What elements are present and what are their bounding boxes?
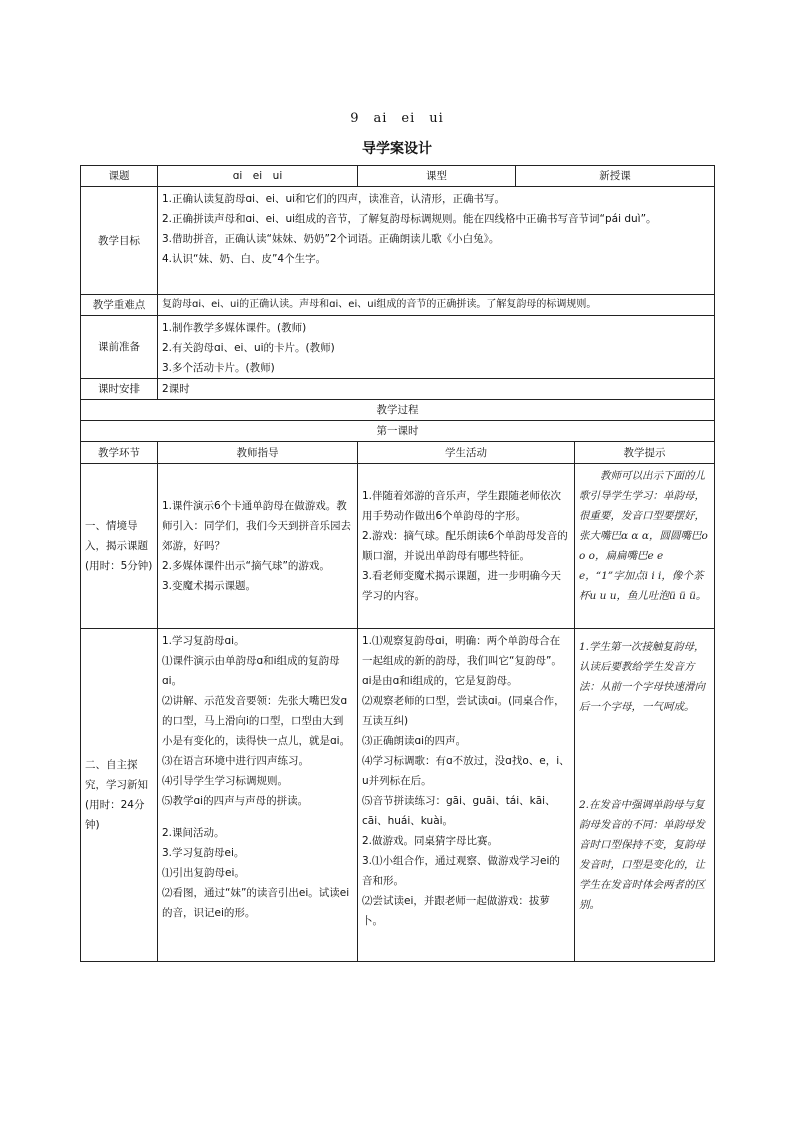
stage2-row (81, 629, 715, 962)
stage2-teacher-item: 3.学习复韵母ei。 (162, 847, 245, 859)
stage1-tip (575, 464, 715, 629)
stage2-student-item: 1.⑴观察复韵母ɑi，明确：两个单韵母合在一起组成的新的韵母，我们叫它“复韵母”。ɑi是由ɑ和i组成的，它是复韵母。 (362, 635, 562, 687)
stage1-student-item: 2.游戏：摘气球。配乐朗读6个单韵母发音的顺口溜，并说出单韵母有哪些特征。 (362, 530, 568, 562)
stage1-student-cell (358, 464, 575, 629)
stage2-teacher-item: ⑴课件演示由单韵母ɑ和i组成的复韵母ɑi。 (162, 655, 340, 687)
preparation-item: 2.有关韵母ɑi、ei、ui的卡片。(教师) (162, 342, 335, 354)
header-teacher: 教师指导 (158, 442, 358, 464)
key-points-row (81, 295, 715, 316)
stage2-teacher-item: ⑵看图，通过“妹”的读音引出ei。试读ei的音，识记ei的形。 (162, 887, 350, 919)
preparation-cell (158, 316, 715, 379)
stage2-student-item: ⑸音节拼读练习：gāi、guāi、tái、kāi、cāi、huái、kuài。 (362, 795, 556, 827)
stage2-tips-cell (575, 629, 715, 962)
stage2-student-item: ⑷学习标调歌：有ɑ不放过，没ɑ找o、e，i、u并列标在后。 (362, 755, 570, 787)
stage2-student-item: ⑵尝试读ei，并跟老师一起做游戏：拔萝卜。 (362, 895, 550, 927)
goal-item: 3.借助拼音，正确认读“妹妹、奶奶”2个词语。正确朗读儿歌《小白兔》。 (162, 233, 500, 245)
stage2-student-cell (358, 629, 575, 962)
process-header-row (81, 442, 715, 464)
document-subtitle: 导学案设计 (362, 141, 432, 157)
header-student: 学生活动 (358, 442, 575, 464)
stage2-tip: 1.学生第一次接触复韵母，认读后要教给学生发音方法：从前一个字母快速滑向后一个字母，一气呵成。 (579, 641, 705, 713)
hours-label: 课时安排 (81, 379, 158, 400)
stage1-teacher-item: 1.课件演示6个卡通单韵母在做游戏。教师引入：同学们，我们今天到拼音乐园去郊游，好吗？ (162, 500, 351, 552)
type-value: 新授课 (516, 166, 715, 187)
process-heading-row (81, 400, 715, 421)
stage1-teacher-item: 3.变魔术揭示课题。 (162, 580, 257, 592)
stage2-teacher-item: ⑷引导学生学习标调规则。 (162, 775, 288, 787)
preparation-label: 课前准备 (81, 316, 158, 379)
stage2-teacher-item: ⑵讲解、示范发音要领：先张大嘴巴发ɑ的口型，马上滑向i的口型，口型由大到小是有变化的，读得快一点儿，就是ɑi。 (162, 695, 351, 747)
stage2-teacher-item: ⑸教学ɑi的四声与声母的拼读。 (162, 795, 309, 807)
goals-label: 教学目标 (81, 187, 158, 295)
topic-row (81, 166, 715, 187)
period-row (81, 421, 715, 442)
stage2-teacher-spacer (162, 811, 353, 823)
stage2-name: 二、自主探究，学习新知(用时：24分钟) (81, 629, 158, 962)
process-heading: 教学过程 (81, 400, 715, 421)
goals-row (81, 187, 715, 295)
stage1-tip-text: 教师可以出示下面的儿歌引导学生学习：单韵母，很重要，发音口型要摆好，张大嘴巴ɑ ɑ ɑ，圆圆嘴巴o o o，扁扁嘴巴e e e，“1”字加点i i i，像个茶杯u u u，鱼儿吐泡ü ü ü。 (579, 470, 708, 602)
stage2-student-item: 2.做游戏。同桌猜字母比赛。 (362, 835, 499, 847)
stage2-teacher-item: ⑴引出复韵母ei。 (162, 867, 245, 879)
header-stage: 教学环节 (81, 442, 158, 464)
stage2-student-item: ⑵观察老师的口型，尝试读ɑi。(同桌合作，互读互纠) (362, 695, 565, 727)
stage2-teacher-cell (158, 629, 358, 962)
stage1-teacher-cell (158, 464, 358, 629)
goals-cell (158, 187, 715, 295)
stage1-row (81, 464, 715, 629)
stage1-teacher-item: 2.多媒体课件出示“摘气球”的游戏。 (162, 560, 330, 572)
hours-value: 2课时 (158, 379, 715, 400)
type-label: 课型 (358, 166, 516, 187)
stage1-student-item: 1.伴随着郊游的音乐声，学生跟随老师依次用手势动作做出6个单韵母的字形。 (362, 490, 562, 522)
stage2-teacher-item: ⑶在语言环境中进行四声练习。 (162, 755, 309, 767)
preparation-item: 3.多个活动卡片。(教师) (162, 362, 275, 374)
header-tips: 教学提示 (575, 442, 715, 464)
stage1-name: 一、情境导入，揭示课题(用时：5分钟) (81, 464, 158, 629)
stage2-teacher-item: 2.课间活动。 (162, 827, 225, 839)
stage2-teacher-item: 1.学习复韵母ɑi。 (162, 635, 245, 647)
topic-label: 课题 (81, 166, 158, 187)
key-points-value: 复韵母ɑi、ei、ui的正确认读。声母和ɑi、ei、ui组成的音节的正确拼读。了解复韵母的标调规则。 (158, 295, 715, 316)
stage2-student-item: 3.⑴小组合作，通过观察、做游戏学习ei的音和形。 (362, 855, 560, 887)
goal-item: 2.正确拼读声母和ɑi、ei、ui组成的音节，了解复韵母标调规则。能在四线格中正确书写音节词“pái duì”。 (162, 213, 657, 225)
lesson-title: 9 ai ei ui (350, 111, 444, 126)
hours-row (81, 379, 715, 400)
topic-value: ɑi ei ui (158, 166, 358, 187)
preparation-row (81, 316, 715, 379)
key-points-label: 教学重难点 (81, 295, 158, 316)
stage1-student-item: 3.看老师变魔术揭示课题，进一步明确今天学习的内容。 (362, 570, 562, 602)
stage2-student-item: ⑶正确朗读ɑi的四声。 (362, 735, 467, 747)
lesson-plan-table (80, 165, 715, 962)
preparation-item: 1.制作教学多媒体课件。(教师) (162, 322, 307, 334)
stage2-tip: 2.在发音中强调单韵母与复韵母发音的不同：单韵母发音时口型保持不变，复韵母发音时，口型是变化的，让学生在发音时体会两者的区别。 (579, 799, 705, 911)
goal-item: 1.正确认读复韵母ɑi、ei、ui和它们的四声，读准音，认清形，正确书写。 (162, 193, 506, 205)
goal-item: 4.认识“妹、奶、白、皮”4个生字。 (162, 253, 327, 265)
period-label: 第一课时 (81, 421, 715, 442)
